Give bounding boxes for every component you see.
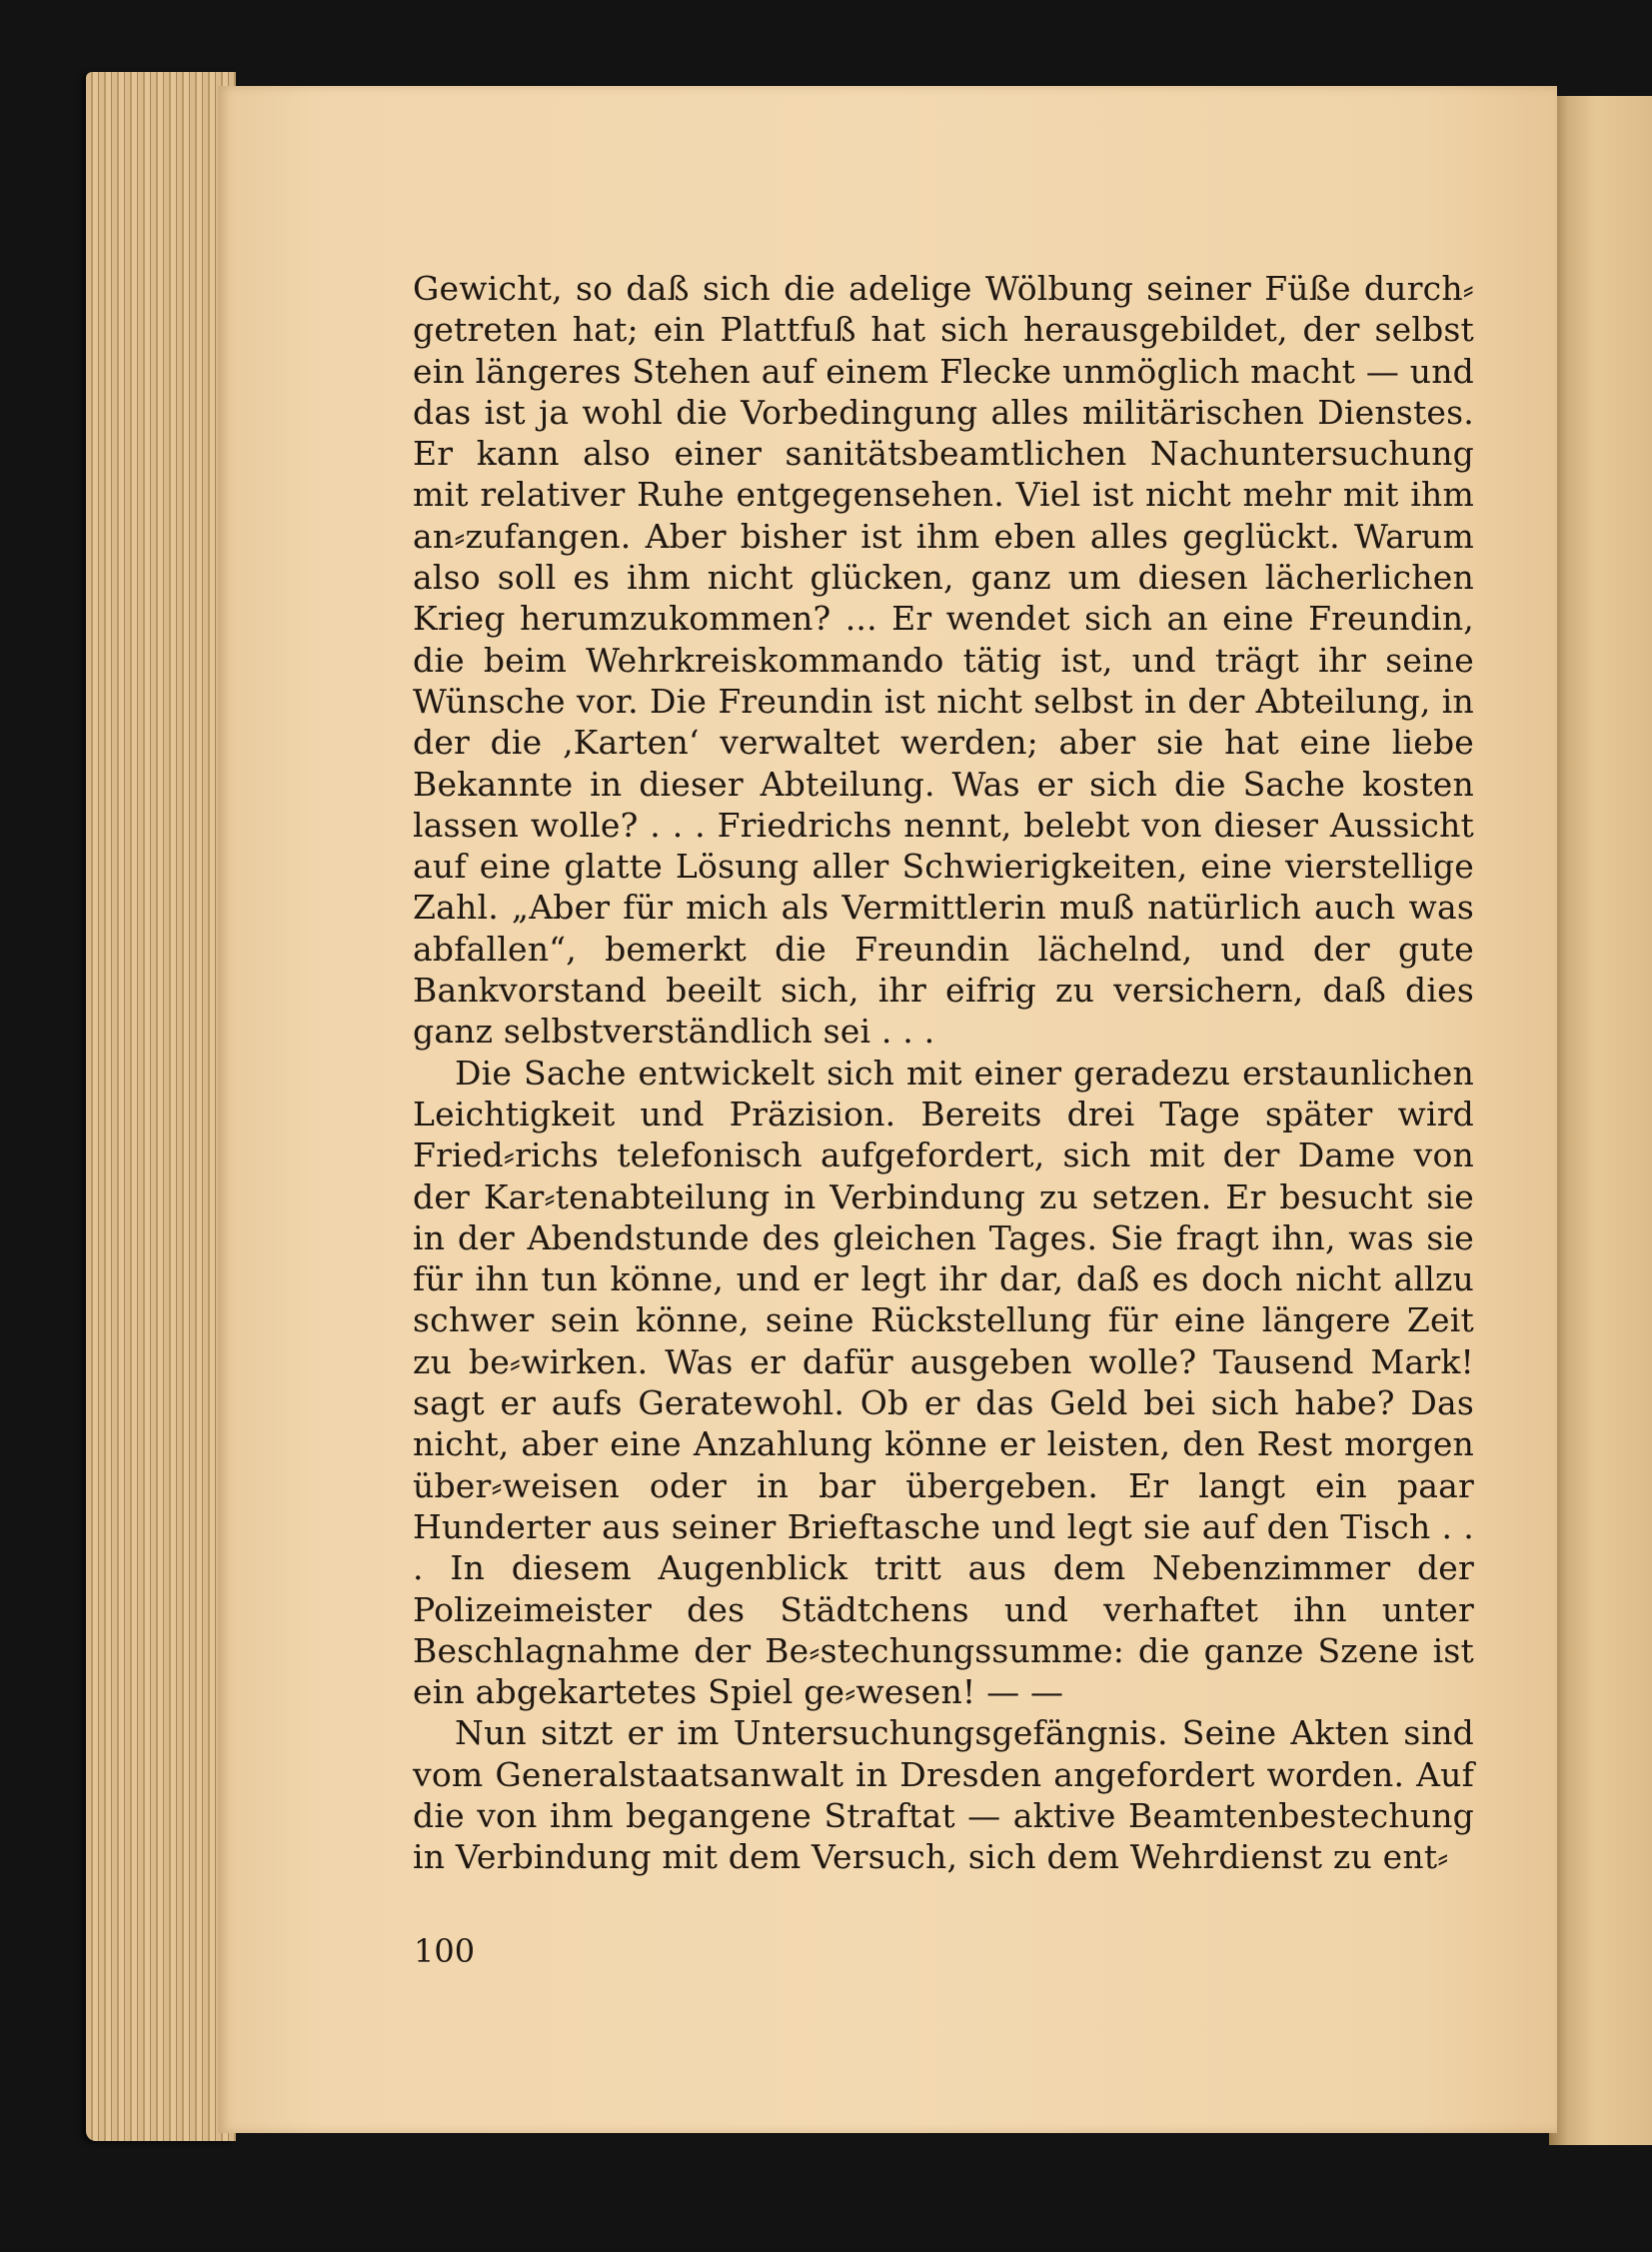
page-number: 100 — [414, 1932, 476, 1970]
facing-page-edge — [1549, 96, 1652, 2145]
page-edges — [86, 72, 236, 2141]
page-body-text — [413, 268, 1474, 1878]
paragraph-1: Gewicht, so daß sich die adelige Wölbung seiner Füße durch⸗getreten hat; ein Plattfuß hat sich herausgebildet, der selbst ein längeres Stehen auf einem Flecke unmöglich macht — und das ist ja wohl die Vorbedingung alles militärischen Dienstes. Er kann also einer sanitätsbeamtlichen Nachuntersuchung mit relativer Ruhe entgegensehen. Viel ist nicht mehr mit ihm an⸗zufangen. Aber bisher ist ihm eben alles geglückt. Warum also soll es ihm nicht glücken, ganz um diesen lächerlichen Krieg herumzukommen? ... Er wendet sich an eine Freundin, die beim Wehrkreiskommando tätig ist, und trägt ihr seine Wünsche vor. Die Freundin ist nicht selbst in der Abteilung, in der die ‚Karten‘ verwaltet werden; aber sie hat eine liebe Bekannte in dieser Abteilung. Was er sich die Sache kosten lassen wolle? . . . Friedrichs nennt, belebt von dieser Aussicht auf eine glatte Lösung aller Schwierigkeiten, eine vierstellige Zahl. „Aber für mich als Vermittlerin muß natürlich auch was abfallen“, bemerkt die Freundin lächelnd, und der gute Bankvorstand beeilt sich, ihr eifrig zu versichern, daß dies ganz selbstverständlich sei . . . — [413, 269, 1474, 1052]
paragraph-2: Die Sache entwickelt sich mit einer geradezu erstaunlichen Leichtigkeit und Präzision. Bereits drei Tage später wird Fried⸗richs telefonisch aufgefordert, sich mit der Dame von der Kar⸗tenabteilung in Verbindung zu setzen. Er besucht sie in der Abendstunde des gleichen Tages. Sie fragt ihn, was sie für ihn tun könne, und er legt ihr dar, daß es doch nicht allzu schwer sein könne, seine Rückstellung für eine längere Zeit zu be⸗wirken. Was er dafür ausgeben wolle? Tausend Mark! sagt er aufs Geratewohl. Ob er das Geld bei sich habe? Das nicht, aber eine Anzahlung könne er leisten, den Rest morgen über⸗weisen oder in bar übergeben. Er langt ein paar Hunderter aus seiner Brieftasche und legt sie auf den Tisch . . . In diesem Augenblick tritt aus dem Nebenzimmer der Polizeimeister des Städtchens und verhaftet ihn unter Beschlagnahme der Be⸗stechungssumme: die ganze Szene ist ein abgekartetes Spiel ge⸗wesen! — — — [413, 1053, 1474, 1712]
paragraph-3: Nun sitzt er im Untersuchungsgefängnis. Seine Akten sind vom Generalstaatsanwalt in Dresden angefordert worden. Auf die von ihm begangene Straftat — aktive Beamtenbestechung in Verbindung mit dem Versuch, sich dem Wehrdienst zu ent⸗ — [413, 1713, 1474, 1877]
